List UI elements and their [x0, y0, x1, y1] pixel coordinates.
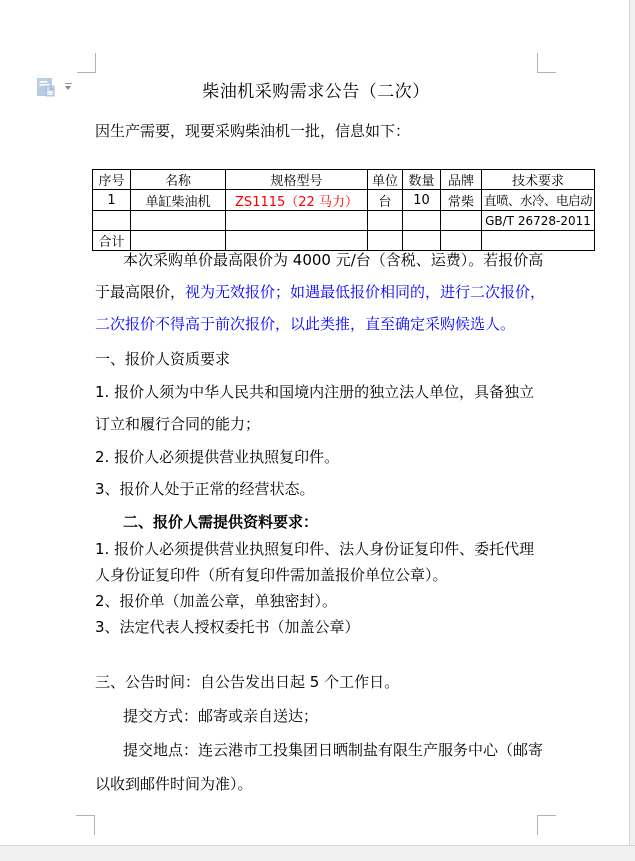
cell-seq: 1 [93, 190, 131, 211]
cell-empty [482, 231, 595, 251]
header-name: 名称 [131, 170, 226, 190]
section2-item1-line1: 1. 报价人必须提供营业执照复印件、法人身份证复印件、委托代理 [95, 540, 535, 558]
cell-total-label: 合计 [93, 231, 131, 251]
paste-options-button[interactable] [34, 75, 74, 101]
table-row [93, 190, 595, 211]
cell-empty [403, 231, 441, 251]
intro-paragraph: 因生产需要，现要采购柴油机一批，信息如下： [95, 122, 411, 140]
table-row [93, 211, 595, 231]
procurement-spec-table [92, 169, 595, 251]
header-unit: 单位 [368, 170, 403, 190]
header-qty: 数量 [403, 170, 441, 190]
page-bottom-edge [0, 845, 635, 861]
cell-tech-standard: GB/T 26728-2011 [482, 211, 595, 231]
section2-item3: 3、法定代表人授权委托书（加盖公章） [95, 618, 360, 636]
cell-qty: 10 [403, 190, 441, 211]
cell-empty [93, 211, 131, 231]
cell-tech: 直喷、水冷、电启动 [482, 190, 595, 211]
header-brand: 品牌 [441, 170, 482, 190]
text-boundary-mark-top-right [537, 53, 556, 73]
cell-brand: 常柴 [441, 190, 482, 211]
section3-line1: 提交方式：邮寄或亲自送达； [123, 707, 319, 725]
header-model: 规格型号 [226, 170, 368, 190]
cell-empty [441, 231, 482, 251]
header-tech: 技术要求 [482, 170, 595, 190]
text-boundary-mark-top-left [77, 53, 96, 73]
text-boundary-mark-bottom-right [537, 815, 556, 835]
section3-heading: 三、公告时间：自公告发出日起 5 个工作日。 [95, 673, 400, 691]
cell-unit: 台 [368, 190, 403, 211]
page-right-edge [629, 0, 635, 860]
cell-empty [368, 231, 403, 251]
pricing-line-2-black: 于最高限价， [95, 283, 186, 301]
section1-item3: 3、报价人处于正常的经营状态。 [95, 480, 315, 498]
cell-empty [403, 211, 441, 231]
cell-empty [226, 211, 368, 231]
table-total-row [93, 231, 595, 251]
text-boundary-mark-bottom-left [76, 815, 95, 835]
header-seq: 序号 [93, 170, 131, 190]
section2-item1-line2: 人身份证复印件（所有复印件需加盖报价单位公章）。 [95, 566, 448, 584]
cell-name: 单缸柴油机 [131, 190, 226, 211]
section3-line3: 以收到邮件时间为准）。 [95, 775, 253, 793]
section3-line2: 提交地点：连云港市工投集团日晒制盐有限生产服务中心（邮寄 [123, 741, 544, 759]
section1-heading: 一、报价人资质要求 [95, 350, 231, 368]
cell-empty [441, 211, 482, 231]
cell-empty [131, 211, 226, 231]
cell-empty [368, 211, 403, 231]
paste-options-dropdown-arrow-icon[interactable] [63, 81, 73, 93]
cell-empty [131, 231, 226, 251]
section1-item1-line1: 1. 报价人须为中华人民共和国境内注册的独立法人单位，具备独立 [95, 383, 535, 401]
pricing-line-1: 本次采购单价最高限价为 4000 元/台（含税、运费）。若报价高 [123, 251, 544, 269]
pricing-line-2-blue: 视为无效报价；如遇最低报价相同的，进行二次报价， [185, 283, 546, 301]
pricing-line-3: 二次报价不得高于前次报价，以此类推，直至确定采购候选人。 [95, 315, 516, 333]
document-title: 柴油机采购需求公告（二次） [202, 82, 430, 102]
section1-item2: 2. 报价人必须提供营业执照复印件。 [95, 448, 340, 466]
section2-item2: 2、报价单（加盖公章，单独密封）。 [95, 592, 338, 610]
section2-heading: 二、报价人需提供资料要求： [123, 513, 319, 531]
pricing-line-2 [95, 284, 545, 301]
section1-item1-line2: 订立和履行合同的能力； [95, 415, 261, 433]
cell-model: ZS1115（22 马力） [226, 190, 368, 211]
table-header-row [93, 170, 595, 190]
cell-empty [226, 231, 368, 251]
